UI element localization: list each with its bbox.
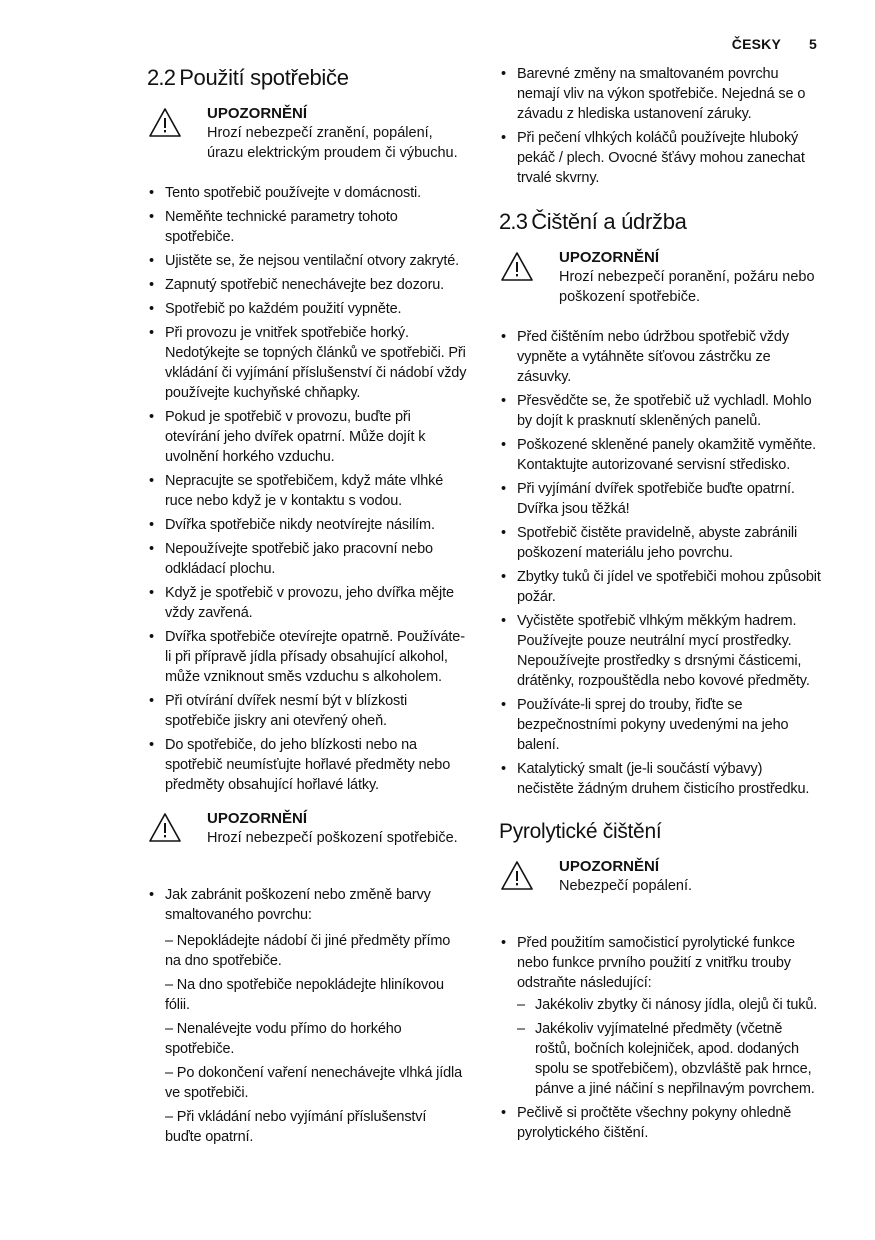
- sub-item: – Nenalévejte vodu přímo do horkého spotřebiče.: [165, 1021, 402, 1057]
- list-item: • Spotřebič čistěte pravidelně, abyste zabránili poškození materiálu jeho povrchu.: [499, 523, 821, 563]
- list-item: [499, 933, 821, 1099]
- right-column: [499, 64, 821, 1149]
- list-item: • Nepoužívejte spotřebič jako pracovní nebo odkládací plochu.: [147, 539, 469, 579]
- enamel-bullet-list: [147, 885, 469, 925]
- list-item: • Při vyjímání dvířek spotřebiče buďte opatrní. Dvířka jsou těžká!: [499, 479, 821, 519]
- warning-text: Hrozí nebezpečí poranění, požáru nebo poškození spotřebiče.: [559, 269, 815, 305]
- warning-box: [499, 248, 821, 307]
- dash-list: [517, 995, 821, 1099]
- list-item: • Přesvědčte se, že spotřebič už vychladl. Mohlo by dojít k prasknutí skleněných panelů.: [499, 391, 821, 431]
- list-item: • Když je spotřebič v provozu, jeho dvířka mějte vždy zavřená.: [147, 583, 469, 623]
- list-item-text: Před použitím samočisticí pyrolytické funkce nebo funkce prvního použití z vnitřku trouby odstraňte následující:: [517, 935, 795, 991]
- warning-title: UPOZORNĚNÍ: [207, 810, 308, 827]
- list-item: • Dvířka spotřebiče nikdy neotvírejte násilím.: [147, 515, 469, 535]
- list-item: • Jak zabránit poškození nebo změně barvy smaltovaného povrchu:: [147, 885, 469, 925]
- list-item: • Dvířka spotřebiče otevírejte opatrně. Používáte-li při přípravě jídla přísady obsahující alkohol, může vzniknout směs vzduchu s alkoholem.: [147, 627, 469, 687]
- dash-item: – Jakékoliv zbytky či nánosy jídla, olejů či tuků.: [517, 995, 821, 1015]
- warning-triangle-icon: [148, 107, 182, 139]
- list-item: • Při pečení vlhkých koláčů používejte hluboký pekáč / plech. Ovocné šťávy mohou zanechat trvalé skvrny.: [499, 128, 821, 188]
- cleaning-bullet-list: [499, 327, 821, 799]
- warning-box: [147, 809, 469, 865]
- warning-triangle-icon: [500, 860, 534, 892]
- subsection-heading-pyrolytic: Pyrolytické čištění: [499, 820, 662, 843]
- sub-item: – Po dokončení vaření nenechávejte vlhká jídla ve spotřebiči.: [165, 1065, 462, 1101]
- list-item: • Pokud je spotřebič v provozu, buďte při otevírání jeho dvířek opatrní. Může dojít k uvolnění horkého vzduchu.: [147, 407, 469, 467]
- list-item: • Zbytky tuků či jídel ve spotřebiči mohou způsobit požár.: [499, 567, 821, 607]
- pyrolytic-bullet-list: [499, 933, 821, 1143]
- page-header: [732, 36, 817, 52]
- list-item: • Před čištěním nebo údržbou spotřebič vždy vypněte a vytáhněte síťovou zástrčku ze zásuvky.: [499, 327, 821, 387]
- warning-box: [499, 857, 821, 913]
- sub-item: – Na dno spotřebiče nepokládejte hliníkovou fólii.: [165, 977, 444, 1013]
- left-column: [147, 64, 469, 1151]
- warning-text: Hrozí nebezpečí zranění, popálení, úrazu elektrickým proudem či výbuchu.: [207, 125, 458, 161]
- warning-title: UPOZORNĚNÍ: [207, 105, 308, 122]
- warning-triangle-icon: [148, 812, 182, 844]
- list-item: • Barevné změny na smaltovaném povrchu nemají vliv na výkon spotřebiče. Nejedná se o závadu z hlediska ustanovení záruky.: [499, 64, 821, 124]
- dash-item: – Jakékoliv vyjímatelné předměty (včetně roštů, bočních kolejniček, apod. dodaných spolu se spotřebičem), obzvláště pak hrnce, pánve a jiné náčiní s nepřilnavým povrchem.: [517, 1019, 821, 1099]
- warning-text: Hrozí nebezpečí poškození spotřebiče.: [207, 830, 458, 846]
- usage-bullet-list: [147, 183, 469, 795]
- warning-title: UPOZORNĚNÍ: [559, 858, 660, 875]
- list-item: • Při provozu je vnitřek spotřebiče horký. Nedotýkejte se topných článků ve spotřebiči. Při vkládání či vyjímání příslušenství či nádobí vždy používejte kuchyňské chňapky.: [147, 323, 469, 403]
- list-item: • Při otvírání dvířek nesmí být v blízkosti spotřebiče jiskry ani otevřený oheň.: [147, 691, 469, 731]
- language-label: ČESKY: [731, 36, 781, 52]
- list-item: • Do spotřebiče, do jeho blízkosti nebo na spotřebič neumísťujte hořlavé předměty nebo předměty obsahující hořlavé látky.: [147, 735, 469, 795]
- list-item: • Vyčistěte spotřebič vlhkým měkkým hadrem. Používejte pouze neutrální mycí prostředky. Nepoužívejte prostředky s drsnými částicemi, drátěnky, rozpouštědla nebo kovové předměty.: [499, 611, 821, 691]
- list-item: • Katalytický smalt (je-li součástí výbavy) nečistěte žádným druhem čisticího prostředku.: [499, 759, 821, 799]
- list-item: • Ujistěte se, že nejsou ventilační otvory zakryté.: [147, 251, 469, 271]
- warning-triangle-icon: [500, 251, 534, 283]
- list-item: • Pečlivě si pročtěte všechny pokyny ohledně pyrolytického čištění.: [499, 1103, 821, 1143]
- warning-text: Nebezpečí popálení.: [559, 878, 693, 894]
- warning-box: [147, 104, 469, 163]
- warning-title: UPOZORNĚNÍ: [559, 249, 660, 266]
- list-item: • Spotřebič po každém použití vypněte.: [147, 299, 469, 319]
- sub-item: – Při vkládání nebo vyjímání příslušenství buďte opatrní.: [165, 1109, 427, 1145]
- page-number: 5: [809, 36, 817, 52]
- section-heading-2-2: 2.2 Použití spotřebiče: [147, 65, 349, 90]
- list-item: • Neměňte technické parametry tohoto spotřebiče.: [147, 207, 469, 247]
- list-item: • Používáte-li sprej do trouby, řiďte se bezpečnostními pokyny uvedenými na jeho balení.: [499, 695, 821, 755]
- list-item: • Nepracujte se spotřebičem, když máte vlhké ruce nebo když je v kontaktu s vodou.: [147, 471, 469, 511]
- sub-item: – Nepokládejte nádobí či jiné předměty přímo na dno spotřebiče.: [165, 933, 451, 969]
- list-item: • Zapnutý spotřebič nenechávejte bez dozoru.: [147, 275, 469, 295]
- enamel-continued-list: [499, 64, 821, 188]
- list-item: • Poškozené skleněné panely okamžitě vyměňte. Kontaktujte autorizované servisní středisko.: [499, 435, 821, 475]
- list-item: • Tento spotřebič používejte v domácnosti.: [147, 183, 469, 203]
- section-heading-2-3: 2.3 Čištění a údržba: [499, 209, 687, 234]
